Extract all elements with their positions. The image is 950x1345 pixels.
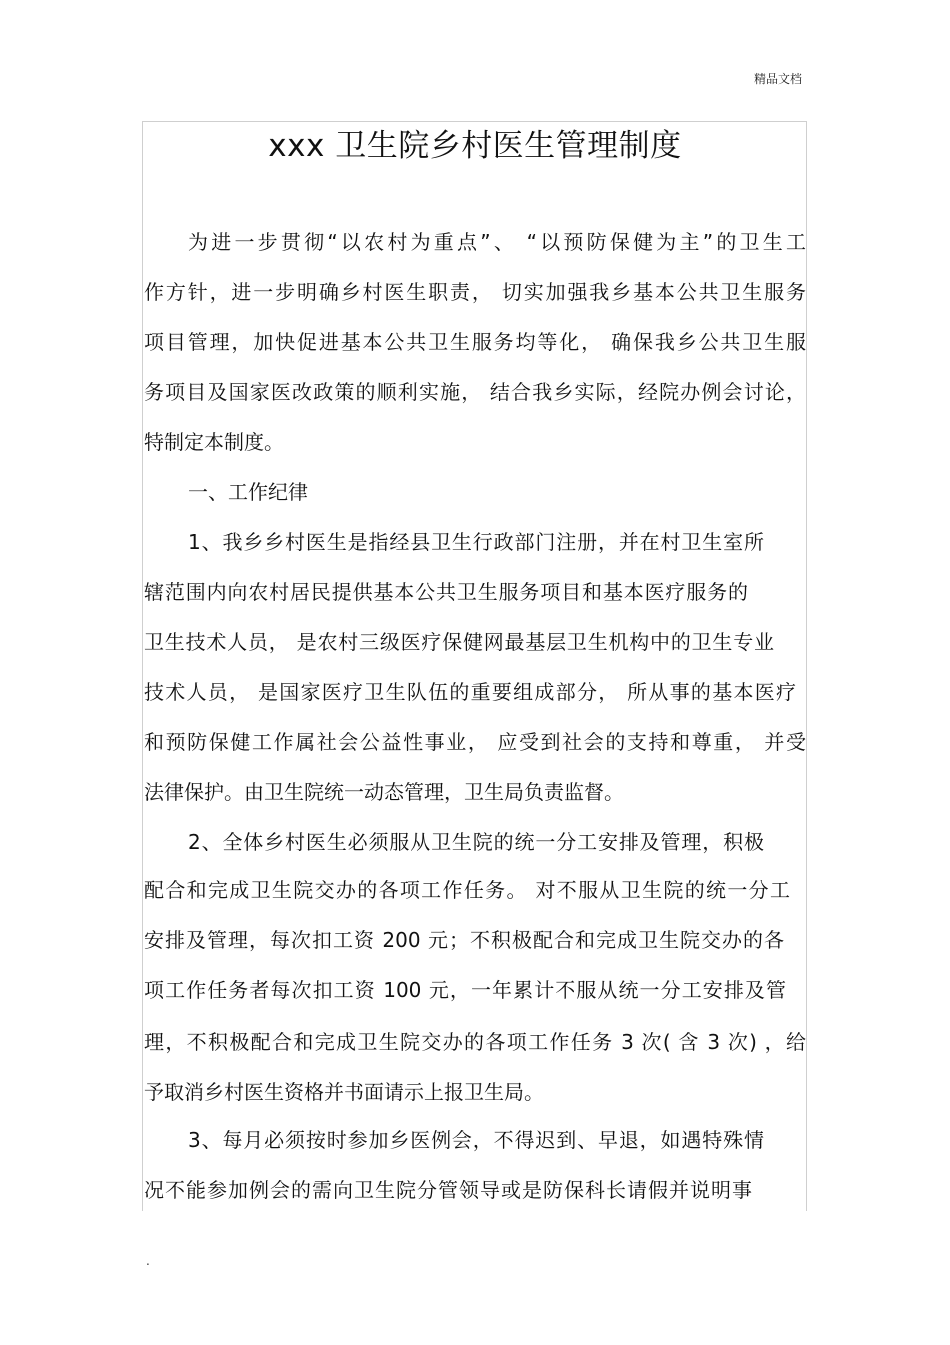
paragraph-line: 配合和完成卫生院交办的各项工作任务。 对不服从卫生院的统一分工 <box>144 878 790 902</box>
paragraph-line: 2、全体乡村医生必须服从卫生院的统一分工安排及管理，积极 <box>188 830 764 854</box>
paragraph-line: 特制定本制度。 <box>144 430 284 454</box>
paragraph-line: 为进一步贯彻“以农村为重点”、 “以预防保健为主”的卫生工 <box>188 230 806 254</box>
footer-mark: . <box>146 1254 150 1268</box>
section-heading: 一、工作纪律 <box>188 480 308 504</box>
paragraph-line: 安排及管理，每次扣工资 200 元；不积极配合和完成卫生院交办的各 <box>144 928 784 952</box>
paragraph-line: 1、我乡乡村医生是指经县卫生行政部门注册，并在村卫生室所 <box>188 530 764 554</box>
paragraph-line: 技术人员， 是国家医疗卫生队伍的重要组成部分， 所从事的基本医疗 <box>144 680 796 704</box>
document-title: xxx 卫生院乡村医生管理制度 <box>268 128 682 164</box>
paragraph-line: 予取消乡村医生资格并书面请示上报卫生局。 <box>144 1080 544 1104</box>
paragraph-line: 辖范围内向农村居民提供基本公共卫生服务项目和基本医疗服务的 <box>144 580 748 604</box>
paragraph-line: 务项目及国家医改政策的顺利实施， 结合我乡实际，经院办例会讨论， <box>144 380 806 404</box>
paragraph-line: 作方针，进一步明确乡村医生职责， 切实加强我乡基本公共卫生服务 <box>144 280 806 304</box>
paragraph-line: 理，不积极配合和完成卫生院交办的各项工作任务 3 次( 含 3 次) ，给 <box>144 1030 806 1054</box>
header-watermark: 精品文档 <box>753 72 802 86</box>
paragraph-line: 和预防保健工作属社会公益性事业， 应受到社会的支持和尊重， 并受 <box>144 730 806 754</box>
paragraph-line: 卫生技术人员， 是农村三级医疗保健网最基层卫生机构中的卫生专业 <box>144 630 774 654</box>
paragraph-line: 项目管理，加快促进基本公共卫生服务均等化， 确保我乡公共卫生服 <box>144 330 806 354</box>
paragraph-line: 项工作任务者每次扣工资 100 元，一年累计不服从统一分工安排及管 <box>144 978 786 1002</box>
paragraph-line: 3、每月必须按时参加乡医例会，不得迟到、早退，如遇特殊情 <box>188 1128 764 1152</box>
paragraph-line: 法律保护。由卫生院统一动态管理，卫生局负责监督。 <box>144 780 624 804</box>
paragraph-line: 况不能参加例会的需向卫生院分管领导或是防保科长请假并说明事 <box>144 1178 752 1202</box>
